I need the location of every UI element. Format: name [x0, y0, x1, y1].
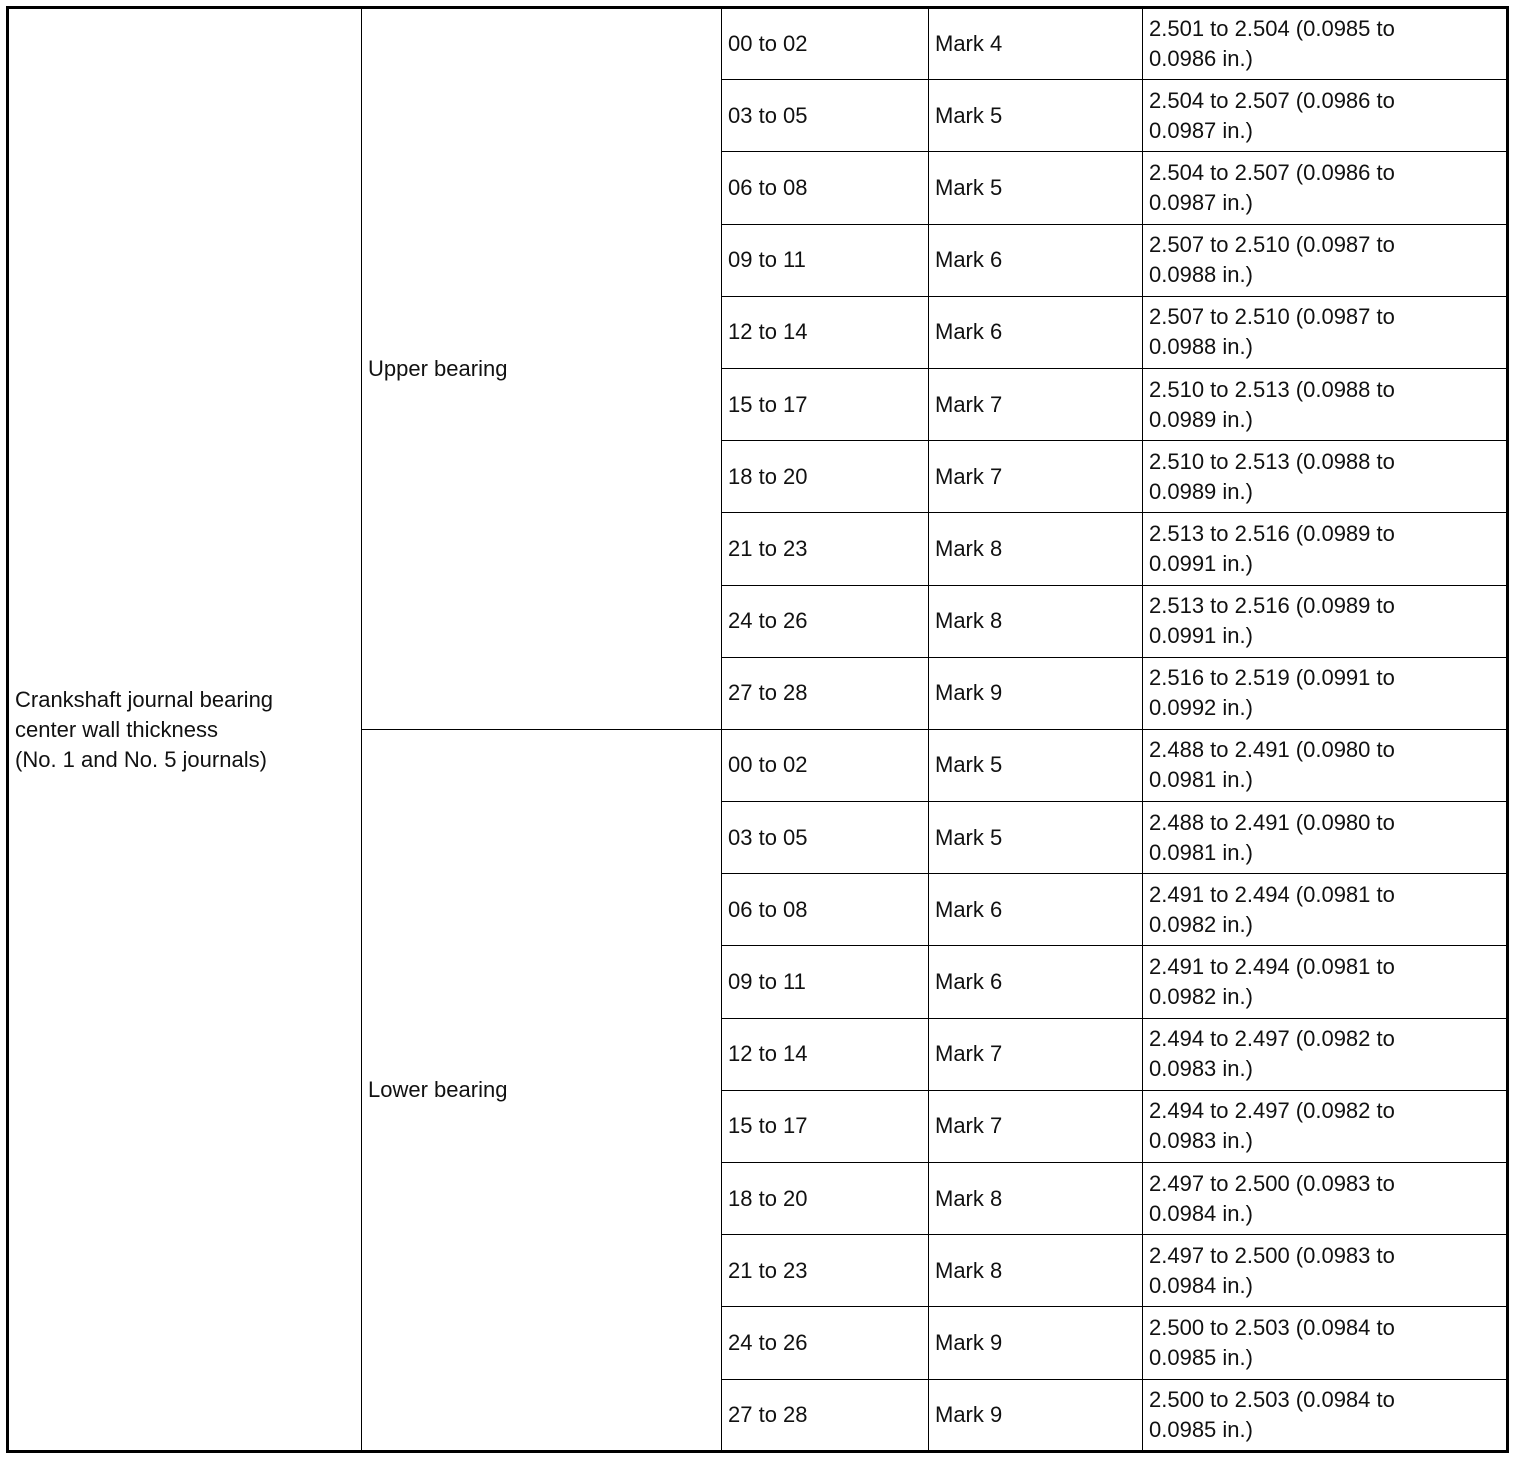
thickness-value-cell: [1143, 1090, 1508, 1162]
thickness-value-line: 2.513 to 2.516 (0.0989 to: [1149, 593, 1395, 619]
thickness-value-cell: [1143, 585, 1508, 657]
item-name-line: Crankshaft journal bearing: [15, 686, 274, 712]
thickness-value-line: 2.497 to 2.500 (0.0983 to: [1149, 1242, 1395, 1268]
thickness-value-line: 2.513 to 2.516 (0.0989 to: [1149, 520, 1395, 546]
mark-cell: Mark 4: [929, 8, 1143, 80]
table-body: [8, 8, 1508, 1452]
thickness-value-cell: [1143, 1379, 1508, 1451]
table-row: [8, 8, 1508, 80]
thickness-value-cell: [1143, 802, 1508, 874]
mark-cell: Mark 9: [929, 1307, 1143, 1379]
grade-range-cell: 21 to 23: [722, 513, 929, 585]
thickness-value-line: 2.507 to 2.510 (0.0987 to: [1149, 304, 1395, 330]
thickness-value-line: 0.0986 in.): [1149, 46, 1253, 72]
thickness-value-line: 0.0984 in.): [1149, 1272, 1253, 1298]
grade-range-cell: 18 to 20: [722, 1163, 929, 1235]
mark-cell: Mark 7: [929, 368, 1143, 440]
thickness-value-line: 2.516 to 2.519 (0.0991 to: [1149, 665, 1395, 691]
mark-cell: Mark 8: [929, 1163, 1143, 1235]
bearing-position-cell: Upper bearing: [362, 8, 722, 730]
bearing-position-cell: Lower bearing: [362, 729, 722, 1451]
grade-range-cell: 27 to 28: [722, 1379, 929, 1451]
thickness-value-cell: [1143, 80, 1508, 152]
thickness-value-cell: [1143, 152, 1508, 224]
grade-range-cell: 06 to 08: [722, 874, 929, 946]
thickness-value-cell: [1143, 8, 1508, 80]
thickness-value-line: 0.0984 in.): [1149, 1200, 1253, 1226]
thickness-value-line: 2.504 to 2.507 (0.0986 to: [1149, 159, 1395, 185]
thickness-value-line: 0.0991 in.): [1149, 623, 1253, 649]
grade-range-cell: 09 to 11: [722, 946, 929, 1018]
mark-cell: Mark 9: [929, 1379, 1143, 1451]
thickness-value-line: 0.0985 in.): [1149, 1416, 1253, 1442]
mark-cell: Mark 8: [929, 585, 1143, 657]
thickness-value-cell: [1143, 874, 1508, 946]
thickness-value-line: 2.510 to 2.513 (0.0988 to: [1149, 448, 1395, 474]
mark-cell: Mark 6: [929, 946, 1143, 1018]
thickness-value-cell: [1143, 441, 1508, 513]
grade-range-cell: 24 to 26: [722, 1307, 929, 1379]
thickness-value-cell: [1143, 1163, 1508, 1235]
thickness-value-line: 2.494 to 2.497 (0.0982 to: [1149, 1098, 1395, 1124]
grade-range-cell: 06 to 08: [722, 152, 929, 224]
grade-range-cell: 15 to 17: [722, 368, 929, 440]
thickness-value-cell: [1143, 368, 1508, 440]
mark-cell: Mark 5: [929, 802, 1143, 874]
thickness-value-line: 0.0981 in.): [1149, 839, 1253, 865]
thickness-value-line: 0.0988 in.): [1149, 334, 1253, 360]
thickness-value-line: 0.0983 in.): [1149, 1056, 1253, 1082]
thickness-value-cell: [1143, 513, 1508, 585]
grade-range-cell: 00 to 02: [722, 8, 929, 80]
mark-cell: Mark 5: [929, 80, 1143, 152]
thickness-value-line: 2.494 to 2.497 (0.0982 to: [1149, 1026, 1395, 1052]
thickness-value-line: 0.0985 in.): [1149, 1344, 1253, 1370]
thickness-value-cell: [1143, 296, 1508, 368]
thickness-value-line: 2.507 to 2.510 (0.0987 to: [1149, 232, 1395, 258]
thickness-value-cell: [1143, 1307, 1508, 1379]
thickness-value-cell: [1143, 657, 1508, 729]
thickness-value-line: 0.0987 in.): [1149, 117, 1253, 143]
thickness-value-cell: [1143, 224, 1508, 296]
thickness-value-cell: [1143, 1235, 1508, 1307]
thickness-value-line: 2.510 to 2.513 (0.0988 to: [1149, 376, 1395, 402]
mark-cell: Mark 5: [929, 729, 1143, 801]
mark-cell: Mark 8: [929, 1235, 1143, 1307]
mark-cell: Mark 7: [929, 441, 1143, 513]
thickness-value-line: 0.0982 in.): [1149, 984, 1253, 1010]
thickness-value-line: 0.0987 in.): [1149, 189, 1253, 215]
mark-cell: Mark 7: [929, 1090, 1143, 1162]
grade-range-cell: 03 to 05: [722, 80, 929, 152]
thickness-value-line: 2.504 to 2.507 (0.0986 to: [1149, 87, 1395, 113]
thickness-value-cell: [1143, 946, 1508, 1018]
mark-cell: Mark 9: [929, 657, 1143, 729]
thickness-value-line: 2.497 to 2.500 (0.0983 to: [1149, 1170, 1395, 1196]
mark-cell: Mark 5: [929, 152, 1143, 224]
grade-range-cell: 03 to 05: [722, 802, 929, 874]
item-name-cell: [8, 8, 362, 1452]
item-name-line: (No. 1 and No. 5 journals): [15, 746, 267, 772]
grade-range-cell: 00 to 02: [722, 729, 929, 801]
thickness-value-line: 2.501 to 2.504 (0.0985 to: [1149, 16, 1395, 42]
item-name-line: center wall thickness: [15, 716, 218, 742]
thickness-value-line: 0.0989 in.): [1149, 478, 1253, 504]
mark-cell: Mark 7: [929, 1018, 1143, 1090]
thickness-value-line: 0.0981 in.): [1149, 767, 1253, 793]
thickness-value-line: 0.0983 in.): [1149, 1128, 1253, 1154]
grade-range-cell: 12 to 14: [722, 1018, 929, 1090]
thickness-value-line: 2.500 to 2.503 (0.0984 to: [1149, 1386, 1395, 1412]
thickness-value-cell: [1143, 729, 1508, 801]
thickness-value-line: 2.491 to 2.494 (0.0981 to: [1149, 881, 1395, 907]
thickness-value-line: 0.0989 in.): [1149, 406, 1253, 432]
thickness-value-cell: [1143, 1018, 1508, 1090]
thickness-value-line: 0.0982 in.): [1149, 911, 1253, 937]
thickness-value-line: 2.491 to 2.494 (0.0981 to: [1149, 954, 1395, 980]
bearing-thickness-table: [6, 6, 1509, 1453]
thickness-value-line: 2.488 to 2.491 (0.0980 to: [1149, 737, 1395, 763]
mark-cell: Mark 6: [929, 874, 1143, 946]
mark-cell: Mark 6: [929, 224, 1143, 296]
thickness-value-line: 0.0991 in.): [1149, 550, 1253, 576]
thickness-value-line: 2.500 to 2.503 (0.0984 to: [1149, 1314, 1395, 1340]
grade-range-cell: 24 to 26: [722, 585, 929, 657]
thickness-value-line: 0.0992 in.): [1149, 695, 1253, 721]
grade-range-cell: 09 to 11: [722, 224, 929, 296]
mark-cell: Mark 8: [929, 513, 1143, 585]
thickness-value-line: 2.488 to 2.491 (0.0980 to: [1149, 809, 1395, 835]
thickness-value-line: 0.0988 in.): [1149, 262, 1253, 288]
grade-range-cell: 27 to 28: [722, 657, 929, 729]
grade-range-cell: 21 to 23: [722, 1235, 929, 1307]
grade-range-cell: 18 to 20: [722, 441, 929, 513]
grade-range-cell: 12 to 14: [722, 296, 929, 368]
mark-cell: Mark 6: [929, 296, 1143, 368]
grade-range-cell: 15 to 17: [722, 1090, 929, 1162]
